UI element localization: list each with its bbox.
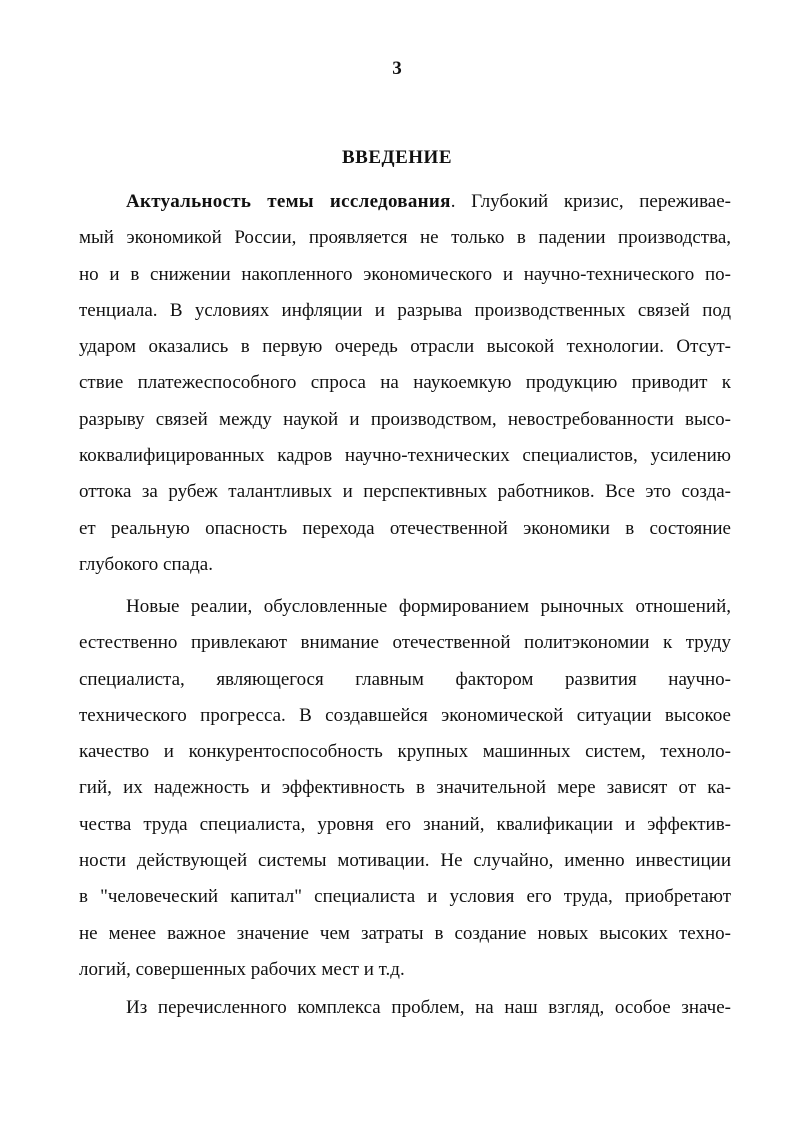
text-line: технического прогресса. В создавшейся экономической ситуации высокое	[79, 704, 731, 726]
text-line: в "человеческий капитал" специалиста и условия его труда, приобретают	[79, 886, 731, 908]
text-line: мый экономикой России, проявляется не только в падении производства,	[79, 227, 731, 249]
text-line: ет реальную опасность перехода отечественной экономики в состояние	[79, 517, 731, 539]
text-line: оттока за рубеж талантливых и перспективных работников. Все это созда-	[79, 481, 731, 503]
paragraph-problems	[79, 990, 731, 1026]
text-line: чества труда специалиста, уровня его знаний, квалификации и эффектив-	[79, 813, 731, 835]
text-line: глубокого спада.	[79, 553, 213, 575]
paragraph-relevance	[79, 184, 731, 583]
text-line: коквалифицированных кадров научно-технических специалистов, усилению	[79, 445, 731, 467]
text-line: ударом оказались в первую очередь отрасли высокой технологии. Отсут-	[79, 336, 731, 358]
text-line: Из перечисленного комплекса проблем, на наш взгляд, особое значе-	[126, 997, 731, 1018]
text-line: качество и конкурентоспособность крупных машинных систем, техноло-	[79, 741, 731, 763]
text-line: не менее важное значение чем затраты в создание новых высоких техно-	[79, 922, 731, 944]
lead-bold-phrase: Актуальность темы исследования	[126, 191, 451, 212]
paragraph-new-realities	[79, 589, 731, 988]
text-line-content: . Глубокий кризис, переживае-	[450, 191, 731, 212]
section-title: ВВЕДЕНИЕ	[342, 147, 452, 168]
text-line: ности действующей системы мотивации. Не случайно, именно инвестиции	[79, 850, 731, 872]
text-line: разрыву связей между наукой и производством, невостребованности высо-	[79, 408, 731, 430]
text-line	[79, 184, 731, 220]
text-line: специалиста, являющегося главным фактором развития научно-	[79, 668, 731, 690]
text-line: но и в снижении накопленного экономического и научно-технического по-	[79, 263, 731, 285]
page-number: 3	[392, 58, 402, 79]
text-line: тенциала. В условиях инфляции и разрыва производственных связей под	[79, 299, 731, 321]
text-line: Новые реалии, обусловленные формированием рыночных отношений,	[126, 596, 731, 617]
text-line: ствие платежеспособного спроса на наукоемкую продукцию приводит к	[79, 372, 731, 394]
text-line: логий, совершенных рабочих мест и т.д.	[79, 958, 405, 980]
text-line: естественно привлекают внимание отечественной политэкономии к труду	[79, 632, 731, 654]
text-line: гий, их надежность и эффективность в значительной мере зависят от ка-	[79, 777, 731, 799]
